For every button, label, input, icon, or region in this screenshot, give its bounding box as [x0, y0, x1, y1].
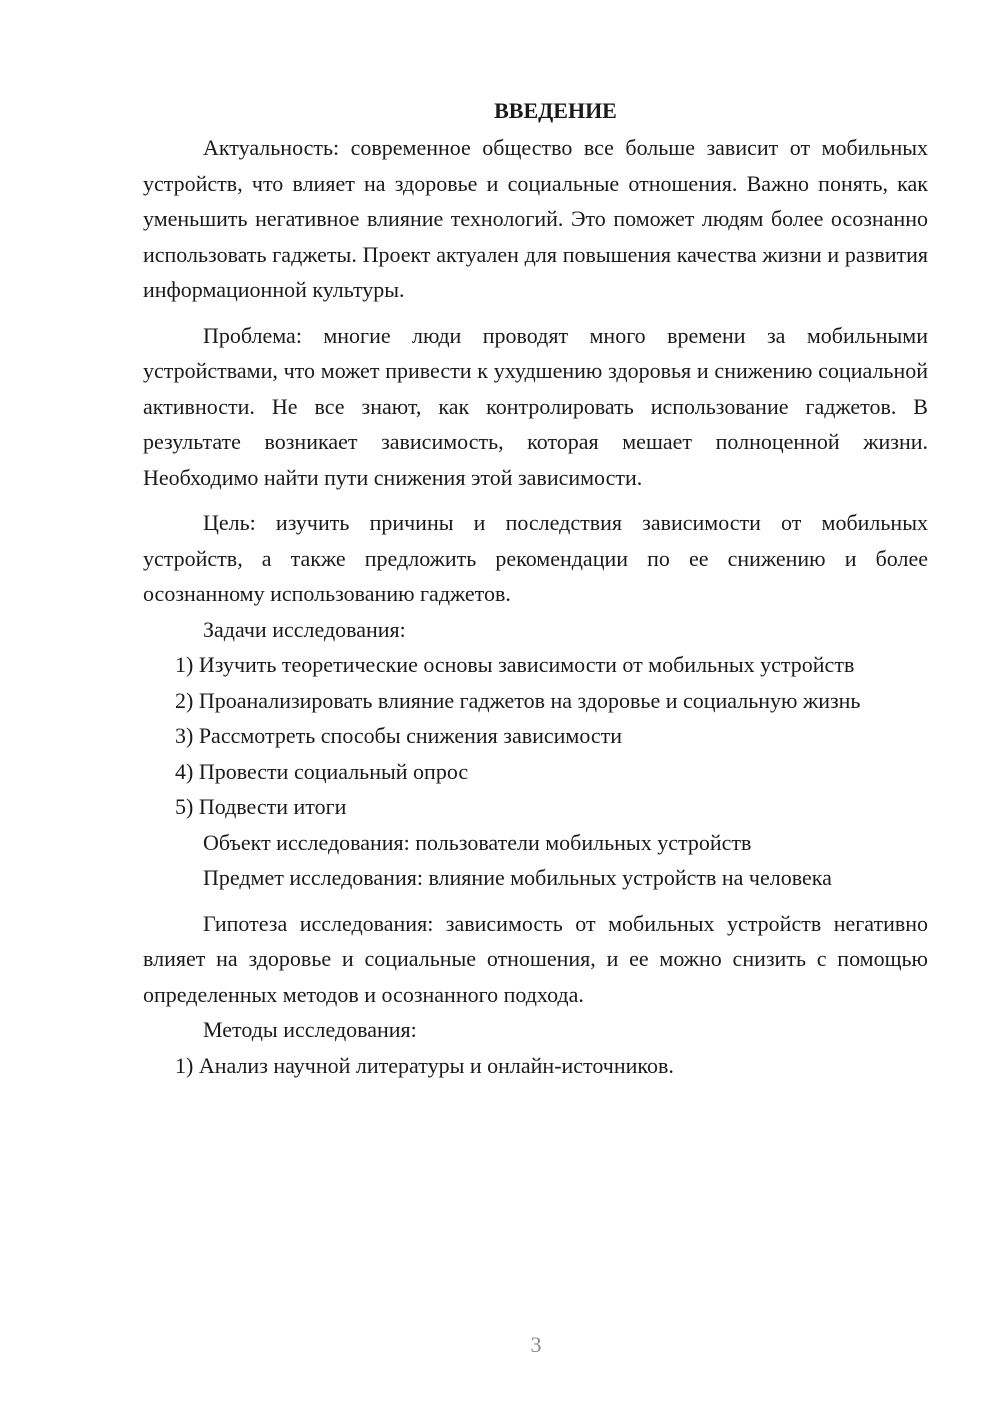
relevance-paragraph: Актуальность: современное общество все больше зависит от мобильных устройств, что влияет на здоровье и социальные отношения. Важно понять, как уменьшить негативное влияние технологий. Это поможет людям более осознанно использовать гаджеты. Проект актуален для повышения качества жизни и развития информационной культуры. [143, 135, 928, 302]
section-heading: ВВЕДЕНИЕ [494, 98, 617, 123]
task-item-1: 1) Изучить теоретические основы зависимости от мобильных устройств [175, 652, 855, 677]
task-item-2: 2) Проанализировать влияние гаджетов на здоровье и социальную жизнь [175, 687, 861, 713]
method-item-1: 1) Анализ научной литературы и онлайн-источников. [175, 1052, 674, 1078]
task-item-3: 3) Рассмотреть способы снижения зависимости [175, 723, 623, 748]
methods-title: Методы исследования: [203, 1017, 417, 1042]
document-page [143, 92, 928, 1083]
goal-paragraph: Цель: изучить причины и последствия зависимости от мобильных устройств, а также предложить рекомендации по ее снижению и более осознанному использованию гаджетов. [143, 510, 928, 606]
tasks-title: Задачи исследования: [203, 616, 406, 642]
problem-paragraph: Проблема: многие люди проводят много времени за мобильными устройствами, что может привести к ухудшению здоровья и снижению социальной активности. Не все знают, как контролировать использование гаджетов. В результате возникает зависимость, которая мешает полноценной жизни. Необходимо найти пути снижения этой зависимости. [143, 322, 928, 490]
task-item-4: 4) Провести социальный опрос [175, 758, 469, 784]
subject-line: Предмет исследования: влияние мобильных устройств на человека [203, 865, 832, 890]
task-item-5: 5) Подвести итоги [175, 794, 347, 819]
page-number: 3 [530, 1332, 542, 1357]
object-line: Объект исследования: пользователи мобильных устройств [203, 829, 752, 855]
hypothesis-paragraph: Гипотеза исследования: зависимость от мобильных устройств негативно влияет на здоровье и социальные отношения, и ее можно снизить с помощью определенных методов и осознанного подхода. [143, 910, 928, 1007]
